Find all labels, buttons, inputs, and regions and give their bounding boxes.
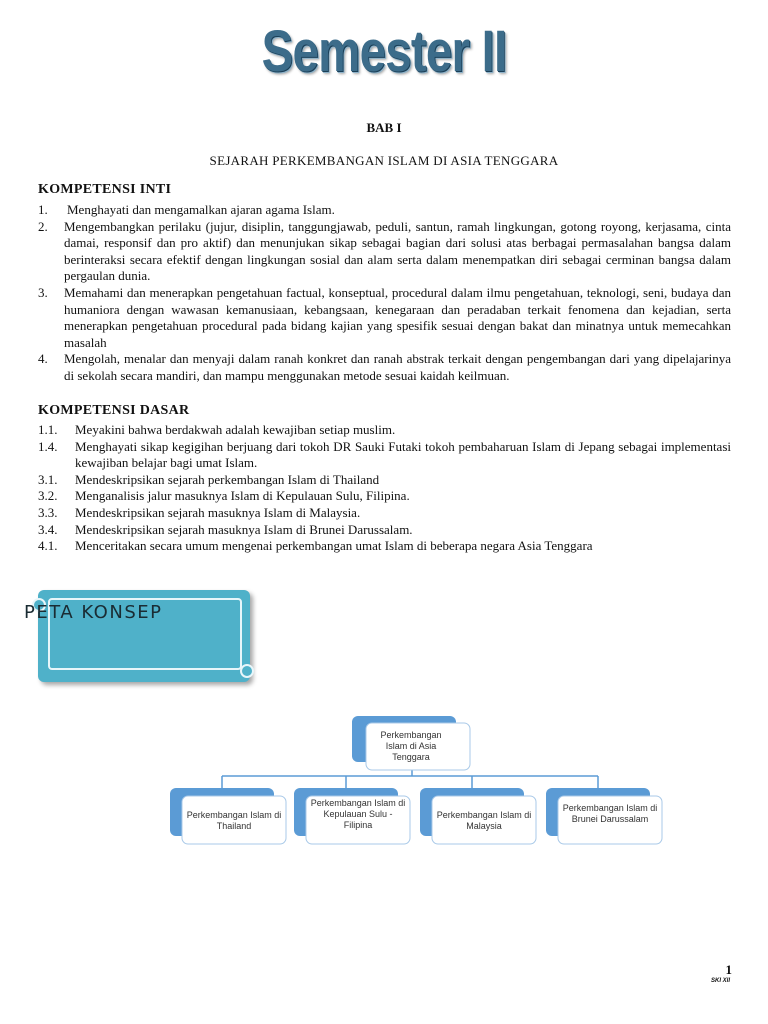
chapter-title: SEJARAH PERKEMBANGAN ISLAM DI ASIA TENGGARA <box>209 153 559 168</box>
list-text: Mendeskripsikan sejarah perkembangan Islam di Thailand <box>75 471 380 487</box>
node-label-sulu-filipina: Perkembangan Islam di Kepulauan Sulu - Filipina <box>310 798 406 830</box>
list-text: Mengolah, menalar dan menyaji dalam ranah konkret dan ranah abstrak terkait dengan pengembangan dari yang dipelajarinya di sekolah secara mandiri, dan mampu menggunakan metode sesuai kaidah keilmuan. <box>64 351 731 383</box>
chapter-label: BAB I <box>366 120 402 135</box>
list-number: 1.4. <box>38 438 58 454</box>
list-number: 3.2. <box>38 488 58 504</box>
node-label-thailand: Perkembangan Islam di Thailand <box>186 810 282 831</box>
list-number: 3.4. <box>38 521 58 537</box>
list-text: Mengembangkan perilaku (jujur, disiplin, tanggungjawab, peduli, santun, ramah lingkungan, gotong royong, kerjasama, cinta damai, responsif dan pro aktif) dan menunjukan sikap sebagai bagian dari solusi atas berbagai permasalahan bangsa dalam berinteraksi secara efektif dengan lingkungan sosial dan alam serta dalam menempatkan diri sebagai cerminan bangsa dalam pergaulan dunia. <box>64 218 731 284</box>
page-number: 1 <box>725 962 732 977</box>
list-number: 4.1. <box>38 538 58 554</box>
list-text: Menghayati sikap kegigihan berjuang dari tokoh DR Sauki Futaki tokoh pembaharuan Islam di Jepang sebagai implementasi kewajiban belajar bagi umat Islam. <box>75 438 731 471</box>
kompetensi-inti-heading: KOMPETENSI INTI <box>38 182 172 197</box>
list-number: 1.1. <box>38 422 58 437</box>
root-node-label: Perkembangan Islam di Asia Tenggara <box>380 730 442 762</box>
list-text: Mendeskripsikan sejarah masuknya Islam di Brunei Darussalam. <box>75 521 413 537</box>
list-text: Menghayati dan mengamalkan ajaran agama Islam. <box>67 202 335 217</box>
list-text: Meyakini bahwa berdakwah adalah kewajiban setiap muslim. <box>75 422 396 437</box>
list-number: 3. <box>38 284 48 300</box>
list-text: Mendeskripsikan sejarah masuknya Islam di Malaysia. <box>75 504 361 520</box>
list-text: Menganalisis jalur masuknya Islam di Kepulauan Sulu, Filipina. <box>75 488 410 504</box>
peta-konsep-label: PETA KONSEP <box>24 602 163 623</box>
list-number: 3.3. <box>38 504 58 520</box>
list-number: 3.1. <box>38 471 58 487</box>
list-text: Memahami dan menerapkan pengetahuan factual, konseptual, procedural dalam ilmu pengetahuan, teknologi, seni, budaya dan humaniora dengan wawasan kemanusiaan, kebangsaan, kenegaraan dan peradaban terkait fenomena dan kejadian, serta menerapkan pengetahuan procedural pada bidang kajian yang spesifik sesuai dengan bakat dan minatnya untuk memecahkan masalah <box>64 284 731 350</box>
kompetensi-dasar-heading: KOMPETENSI DASAR <box>38 403 190 418</box>
list-number: 2. <box>38 218 48 234</box>
node-label-malaysia: Perkembangan Islam di Malaysia <box>436 810 532 831</box>
list-text: Menceritakan secara umum mengenai perkembangan umat Islam di beberapa negara Asia Tenggara <box>75 538 593 554</box>
footer-code: SKI XII <box>710 978 730 984</box>
page-title: Semester II <box>261 19 507 84</box>
node-label-brunei: Perkembangan Islam di Brunei Darussalam <box>562 803 658 824</box>
list-number: 4. <box>38 351 48 367</box>
list-number: 1. <box>38 202 48 217</box>
